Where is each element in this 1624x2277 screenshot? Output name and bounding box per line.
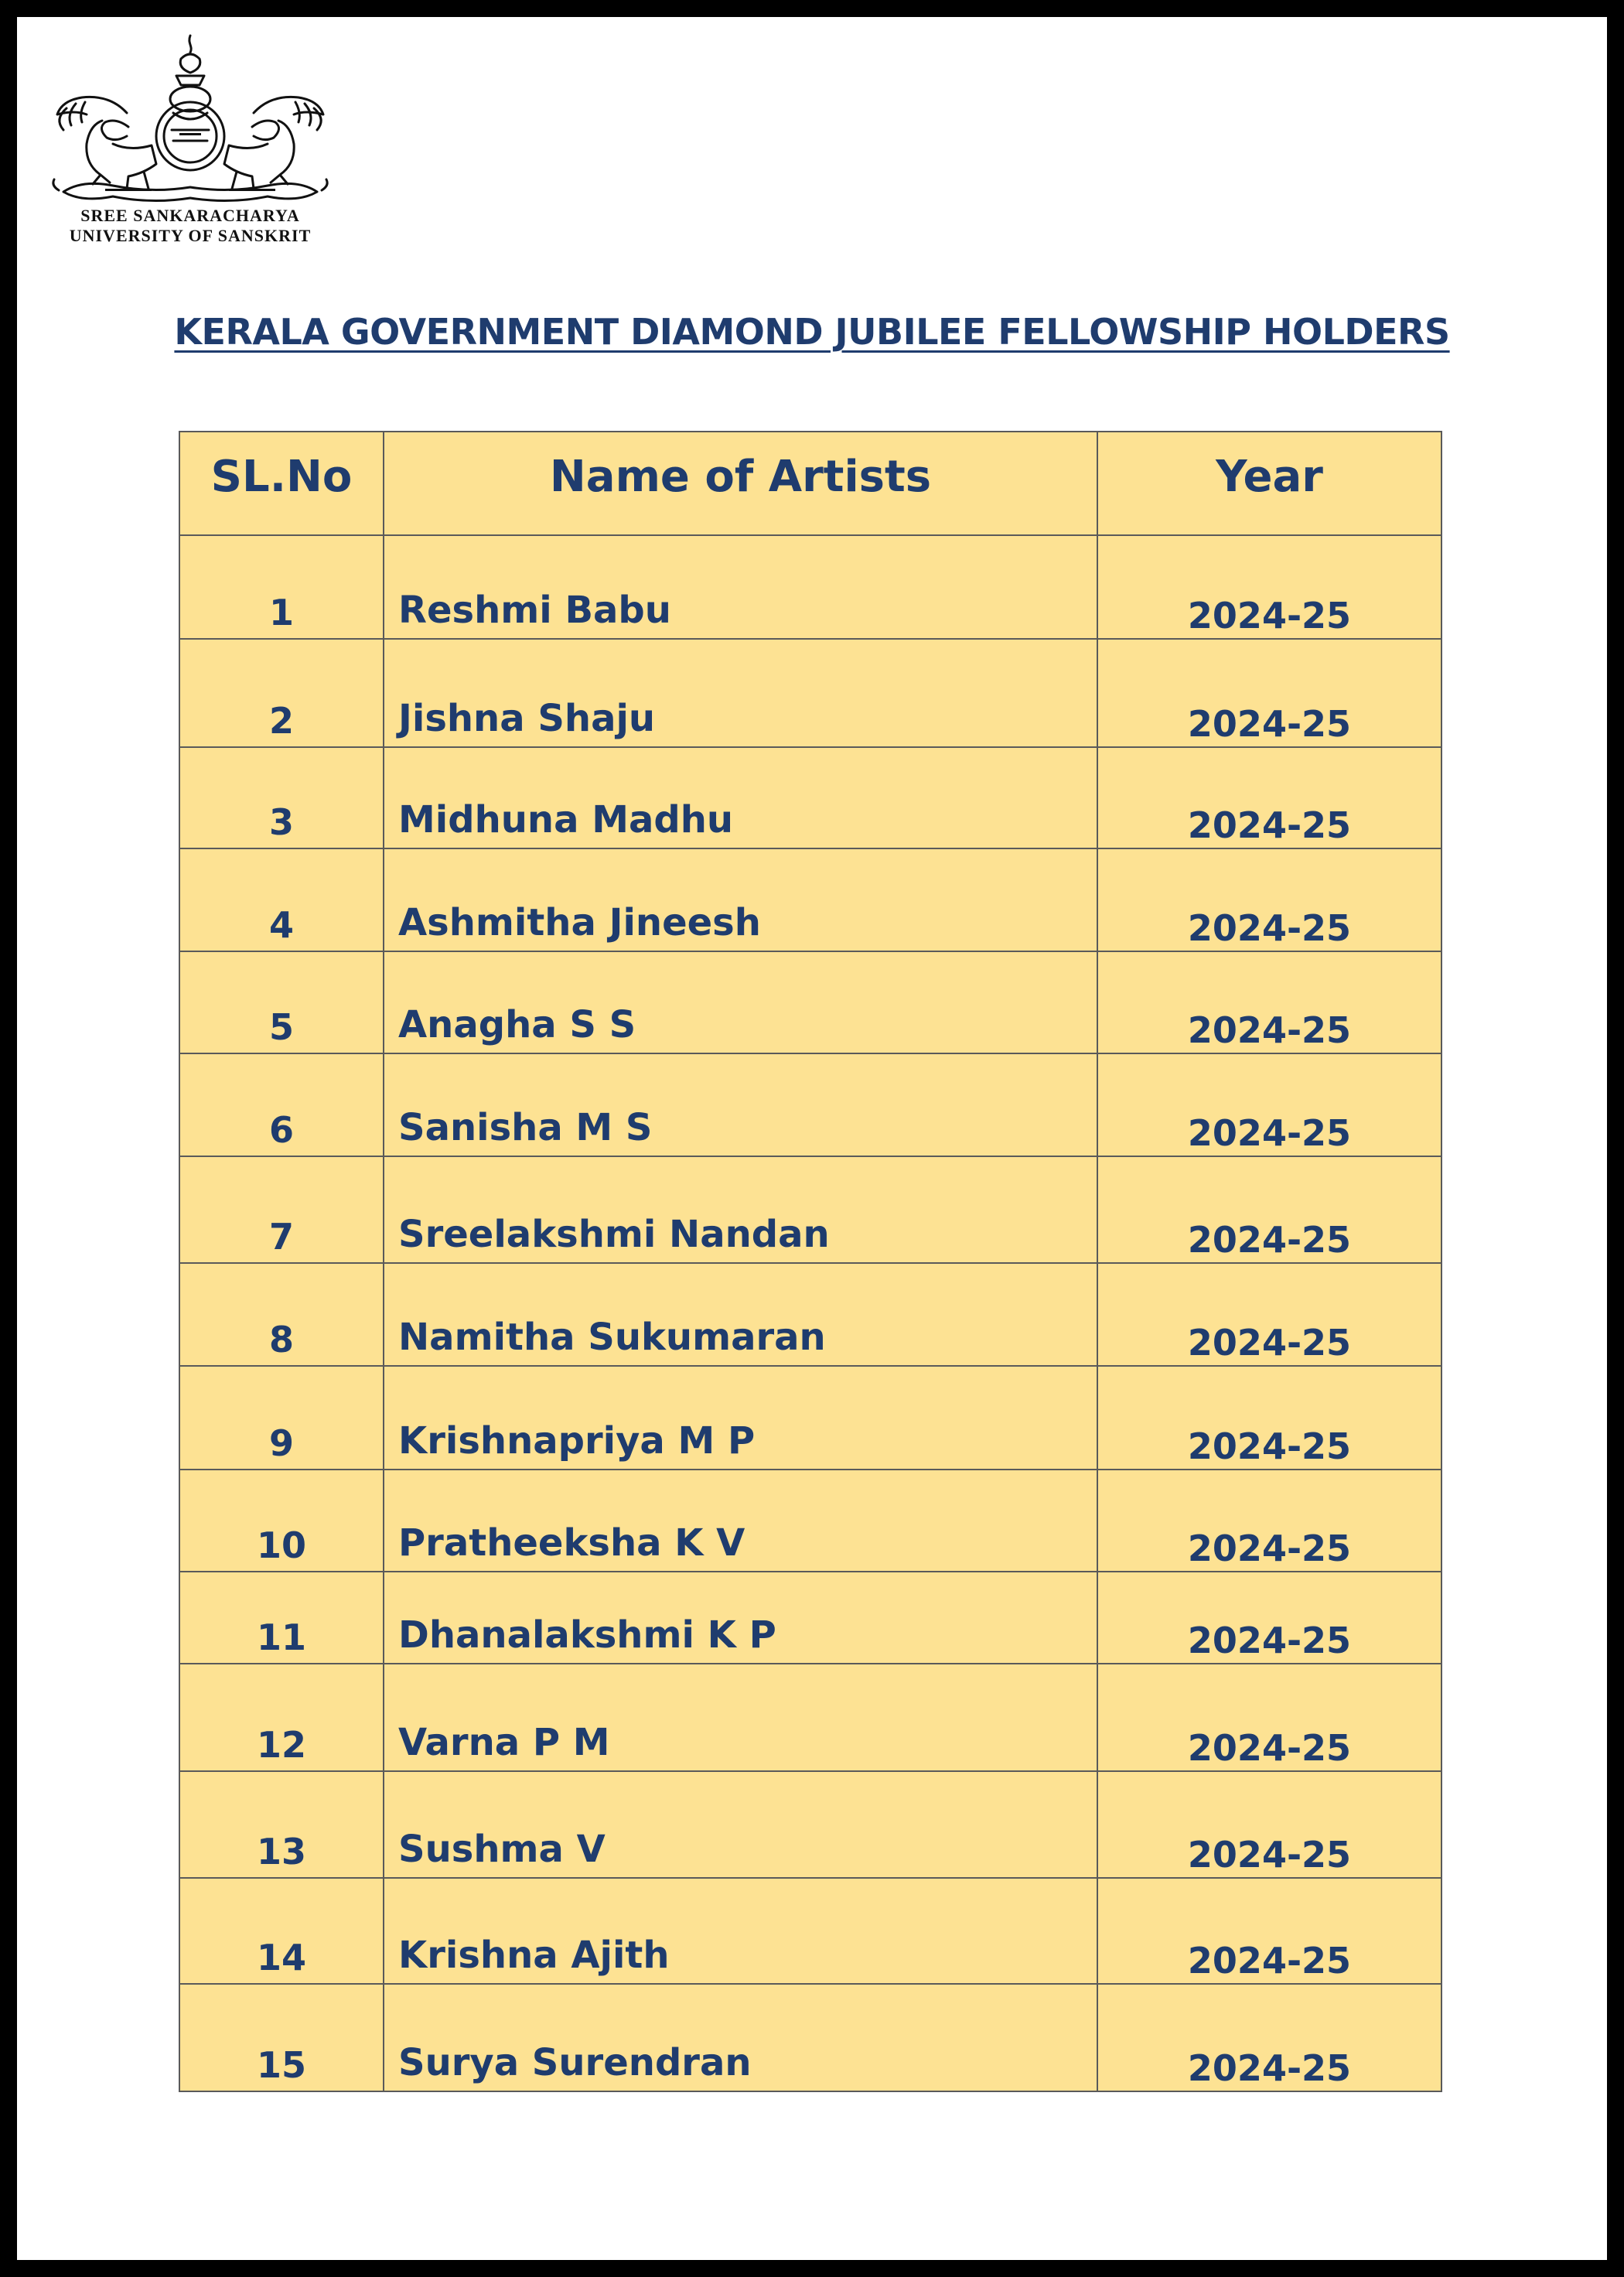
row-year: 2024-25 <box>1097 1771 1441 1878</box>
row-artist-name: Reshmi Babu <box>384 535 1097 639</box>
fellowship-table <box>179 431 1442 2092</box>
row-sl-number: 4 <box>179 848 384 951</box>
table-row <box>179 848 1441 951</box>
table-row <box>179 535 1441 639</box>
row-artist-name: Krishna Ajith <box>384 1878 1097 1984</box>
row-artist-name: Krishnapriya M P <box>384 1366 1097 1470</box>
row-year: 2024-25 <box>1097 1572 1441 1664</box>
row-artist-name: Sushma V <box>384 1771 1097 1878</box>
row-sl-number: 8 <box>179 1263 384 1366</box>
row-sl-number: 15 <box>179 1984 384 2091</box>
row-sl-number: 5 <box>179 951 384 1053</box>
table-row <box>179 951 1441 1053</box>
table-row <box>179 747 1441 848</box>
row-artist-name: Jishna Shaju <box>384 639 1097 747</box>
university-emblem-icon <box>36 28 345 206</box>
row-year: 2024-25 <box>1097 951 1441 1053</box>
table-row <box>179 1878 1441 1984</box>
column-header-year: Year <box>1097 432 1441 535</box>
university-name-line2: UNIVERSITY OF SANSKRIT <box>69 226 312 245</box>
row-sl-number: 2 <box>179 639 384 747</box>
row-sl-number: 1 <box>179 535 384 639</box>
table-row <box>179 1984 1441 2091</box>
university-logo <box>36 28 345 252</box>
row-year: 2024-25 <box>1097 1366 1441 1470</box>
row-artist-name: Sanisha M S <box>384 1053 1097 1156</box>
row-year: 2024-25 <box>1097 1053 1441 1156</box>
row-year: 2024-25 <box>1097 1156 1441 1263</box>
row-artist-name: Surya Surendran <box>384 1984 1097 2091</box>
row-artist-name: Dhanalakshmi K P <box>384 1572 1097 1664</box>
table-header <box>179 432 1441 535</box>
row-sl-number: 3 <box>179 747 384 848</box>
column-header-sl-no: SL.No <box>179 432 384 535</box>
row-artist-name: Namitha Sukumaran <box>384 1263 1097 1366</box>
row-artist-name: Midhuna Madhu <box>384 747 1097 848</box>
row-sl-number: 13 <box>179 1771 384 1878</box>
row-artist-name: Anagha S S <box>384 951 1097 1053</box>
table-row <box>179 1771 1441 1878</box>
row-sl-number: 14 <box>179 1878 384 1984</box>
row-year: 2024-25 <box>1097 639 1441 747</box>
row-sl-number: 12 <box>179 1664 384 1771</box>
table-body <box>179 535 1441 2091</box>
row-year: 2024-25 <box>1097 848 1441 951</box>
row-sl-number: 9 <box>179 1366 384 1470</box>
document-title: KERALA GOVERNMENT DIAMOND JUBILEE FELLOWSHIP HOLDERS <box>174 311 1450 353</box>
table-row <box>179 1263 1441 1366</box>
row-year: 2024-25 <box>1097 535 1441 639</box>
row-artist-name: Varna P M <box>384 1664 1097 1771</box>
row-year: 2024-25 <box>1097 1470 1441 1572</box>
row-year: 2024-25 <box>1097 1984 1441 2091</box>
row-artist-name: Pratheeksha K V <box>384 1470 1097 1572</box>
row-sl-number: 11 <box>179 1572 384 1664</box>
column-header-name: Name of Artists <box>384 432 1097 535</box>
table-row <box>179 1156 1441 1263</box>
table-row <box>179 1053 1441 1156</box>
table-row <box>179 639 1441 747</box>
header-row <box>179 432 1441 535</box>
row-sl-number: 7 <box>179 1156 384 1263</box>
row-artist-name: Ashmitha Jineesh <box>384 848 1097 951</box>
row-year: 2024-25 <box>1097 747 1441 848</box>
table-row <box>179 1470 1441 1572</box>
row-year: 2024-25 <box>1097 1263 1441 1366</box>
table-row <box>179 1664 1441 1771</box>
row-artist-name: Sreelakshmi Nandan <box>384 1156 1097 1263</box>
row-year: 2024-25 <box>1097 1664 1441 1771</box>
row-sl-number: 10 <box>179 1470 384 1572</box>
row-year: 2024-25 <box>1097 1878 1441 1984</box>
document-page <box>17 17 1607 2260</box>
table-row <box>179 1366 1441 1470</box>
row-sl-number: 6 <box>179 1053 384 1156</box>
university-name-line1: SREE SANKARACHARYA <box>80 206 300 225</box>
table-row <box>179 1572 1441 1664</box>
